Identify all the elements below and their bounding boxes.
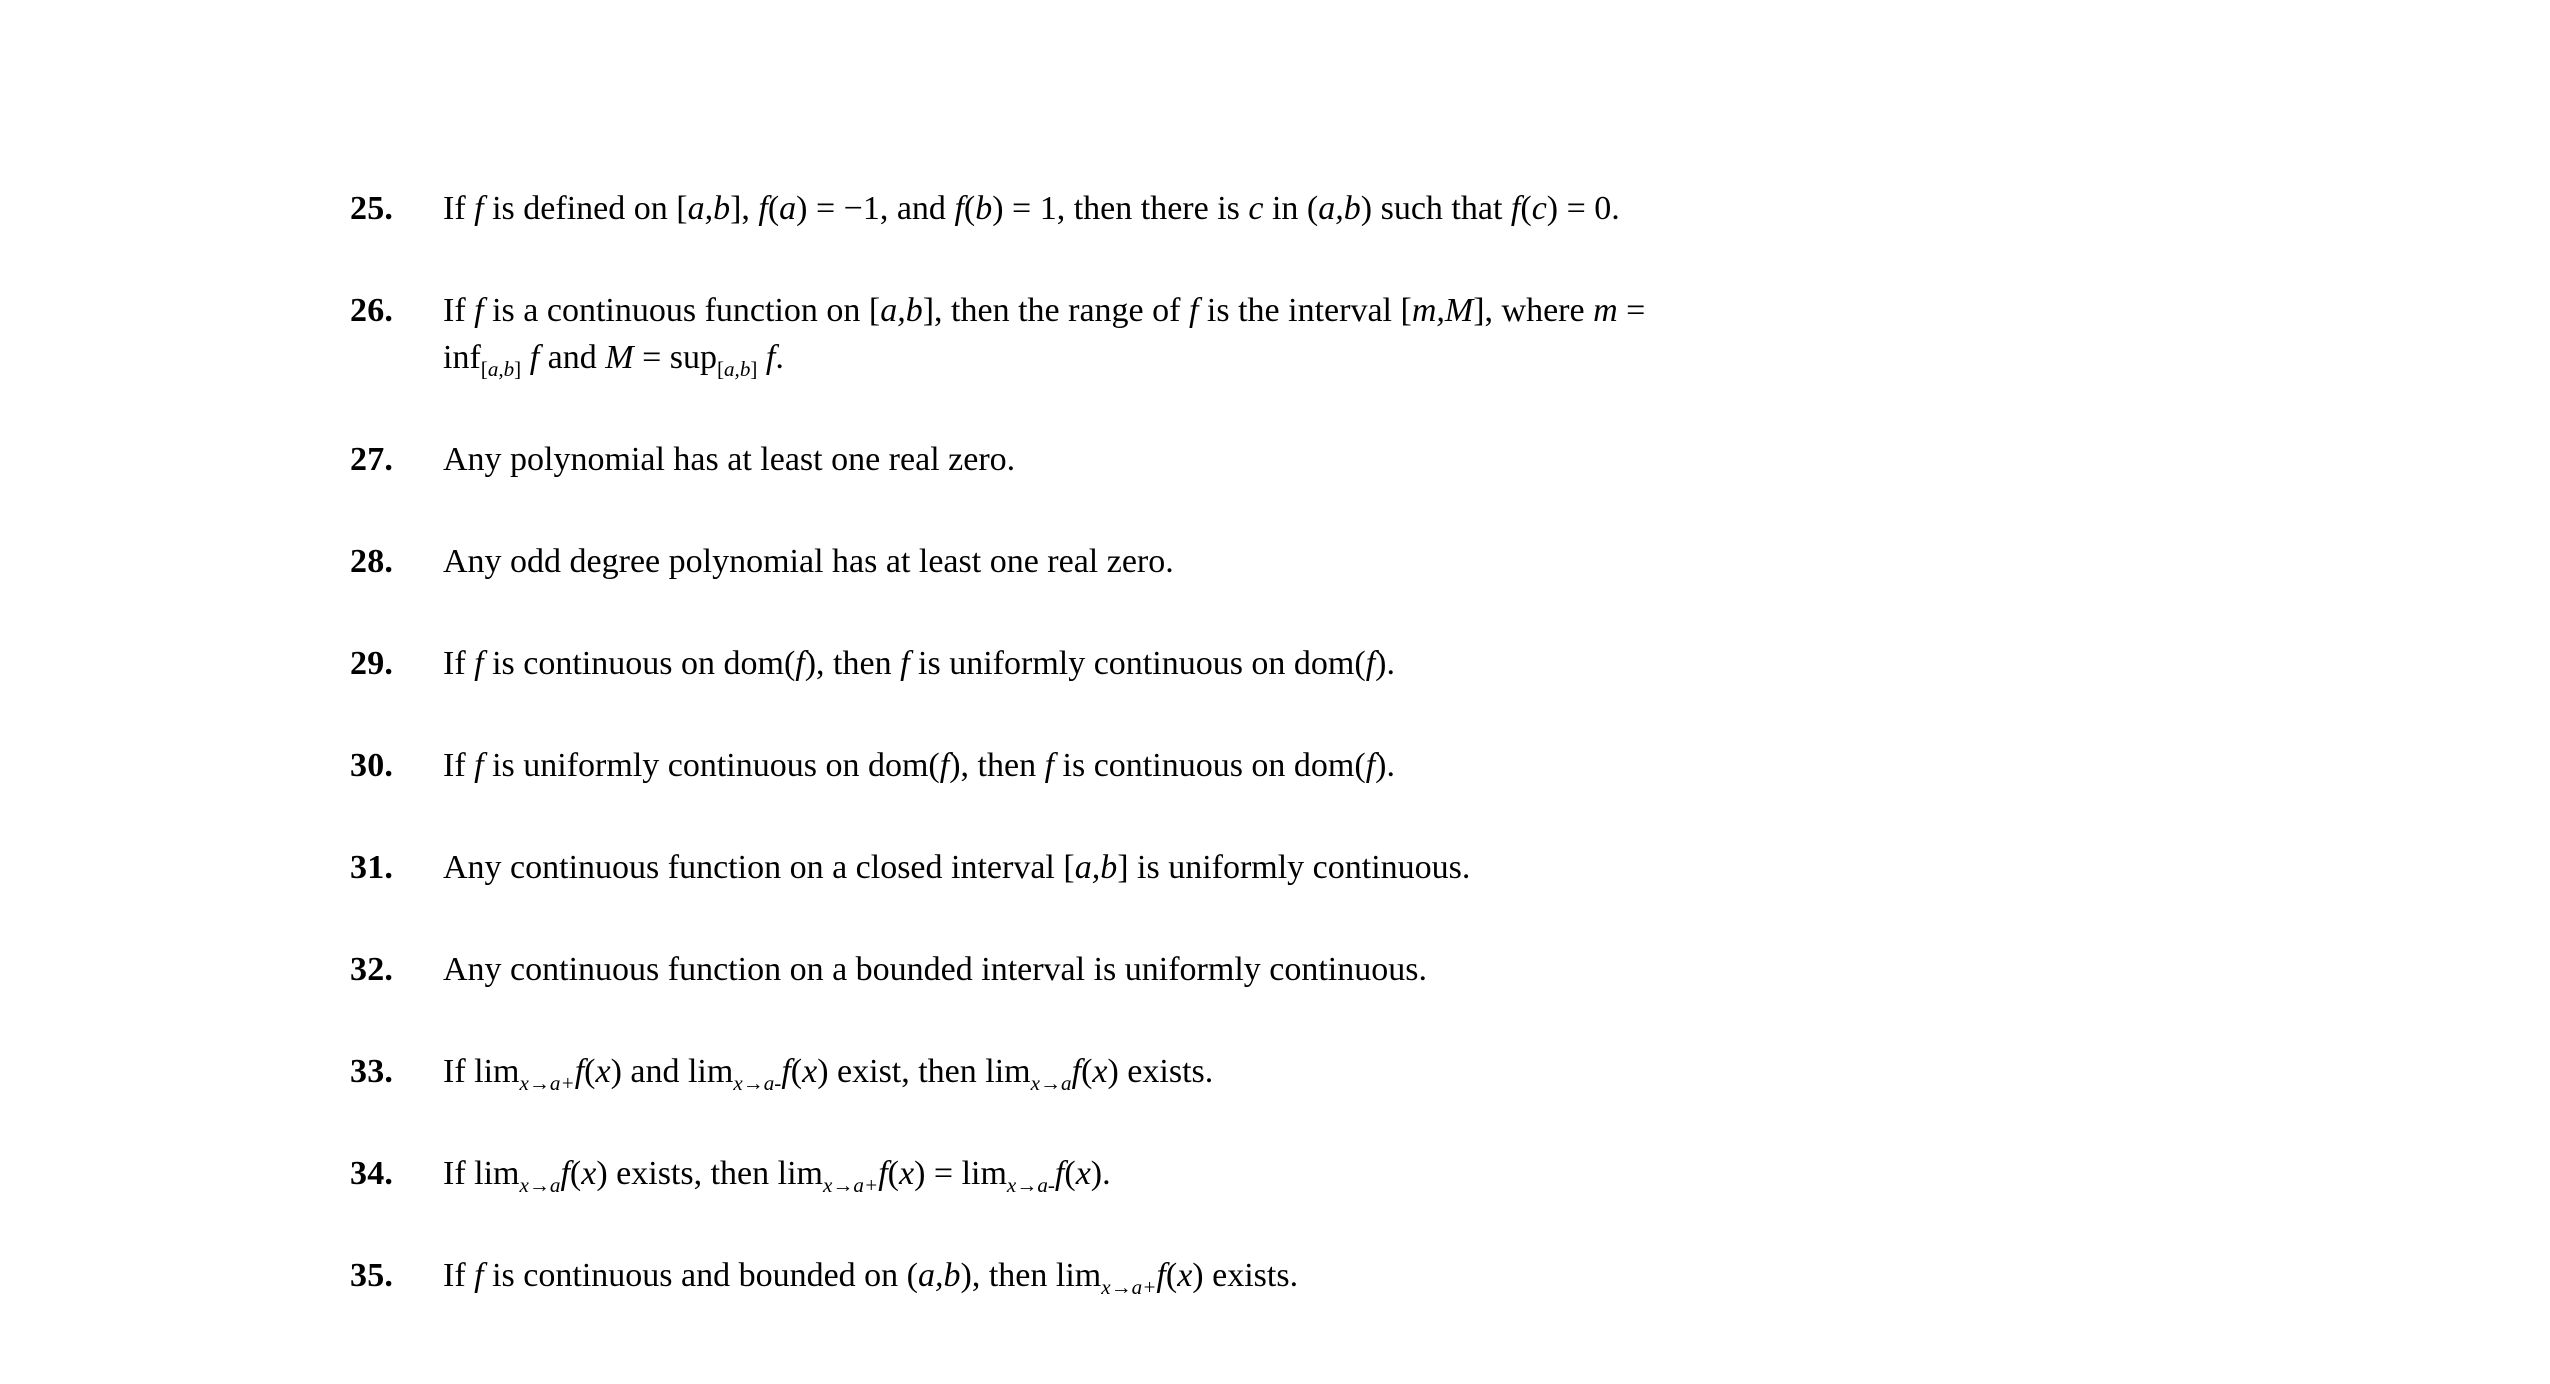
item-text: If f is continuous on dom(f), then f is uniformly continuous on dom(f). [443, 645, 1395, 682]
item-number: 26. [350, 292, 394, 329]
list-item [350, 538, 2170, 585]
item-text: If f is a continuous function on [a,b], then the range of f is the interval [m,M], where m = inf$_{[a,b]}$ f and M = sup$_{[a,b]}$ f. [443, 292, 1646, 381]
item-number: 25. [350, 190, 394, 227]
item-text: Any odd degree polynomial has at least one real zero. [443, 543, 1174, 580]
list-item [350, 436, 2170, 483]
item-text: Any continuous function on a closed interval [a,b] is uniformly continuous. [443, 849, 1471, 886]
list-item [350, 640, 2170, 687]
item-text: If f is defined on [a,b], f(a) = −1, and f(b) = 1, then there is c in (a,b) such that f(c) = 0. [443, 190, 1620, 227]
item-text: If f is continuous and bounded on (a,b), then $\lim_{x\to a+}f(x)$ exists. [443, 1257, 1299, 1299]
item-number: 34. [350, 1155, 394, 1192]
list-item [350, 844, 2170, 891]
list-item [350, 185, 2170, 232]
item-text: Any continuous function on a bounded interval is uniformly continuous. [443, 951, 1427, 988]
list-item [350, 742, 2170, 789]
item-number: 30. [350, 747, 394, 784]
item-number: 32. [350, 951, 394, 988]
item-text: If $\lim_{x\to a}f(x)$ exists, then $\lim_{x\to a+}f(x) = \lim_{x\to a-}f(x)$. [443, 1155, 1111, 1197]
problem-list [350, 185, 2170, 1354]
item-number: 35. [350, 1257, 394, 1294]
item-number: 28. [350, 543, 394, 580]
list-item [350, 287, 2170, 381]
list-item [350, 946, 2170, 993]
item-number: 33. [350, 1053, 394, 1090]
item-text: Any polynomial has at least one real zero. [443, 441, 1016, 478]
list-item [350, 1252, 2170, 1299]
item-number: 29. [350, 645, 394, 682]
item-text: If $\lim_{x\to a+}f(x)$ and $\lim_{x\to a-}f(x)$ exist, then $\lim_{x\to a}f(x)$ exists. [443, 1053, 1214, 1095]
list-item [350, 1048, 2170, 1095]
item-number: 27. [350, 441, 394, 478]
item-text: If f is uniformly continuous on dom(f), then f is continuous on dom(f). [443, 747, 1395, 784]
list-item [350, 1150, 2170, 1197]
item-number: 31. [350, 849, 394, 886]
